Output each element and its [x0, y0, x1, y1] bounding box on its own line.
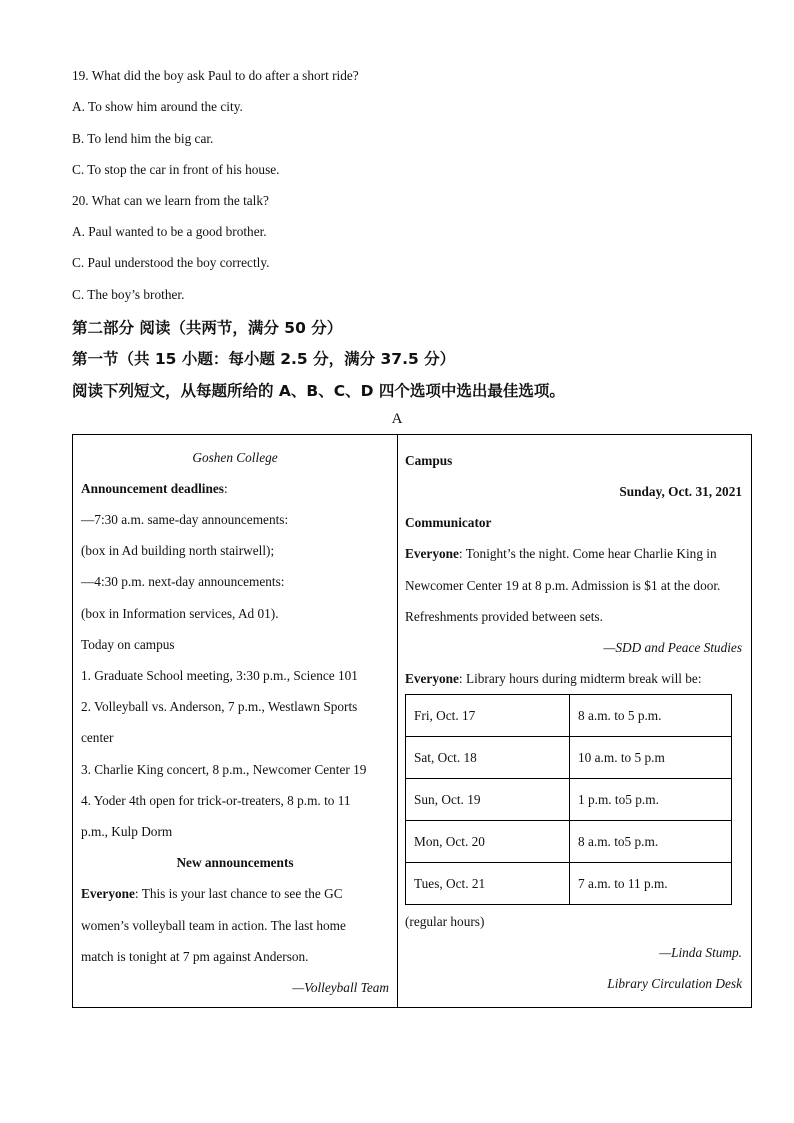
- day-cell: Tues, Oct. 21: [406, 863, 570, 905]
- deadlines-heading: Announcement deadlines:: [81, 481, 228, 496]
- deadline-1: —7:30 a.m. same-day announcements:: [81, 512, 289, 527]
- concert-announcement-line: Newcomer Center 19 at 8 p.m. Admission is $1 at the door.: [405, 578, 721, 593]
- communicator-heading: Communicator: [405, 515, 492, 530]
- hours-cell: 7 a.m. to 11 p.m.: [570, 863, 732, 905]
- library-signature-name: —Linda Stump.: [659, 945, 742, 960]
- table-row: [406, 695, 732, 737]
- deadline-2: —4:30 p.m. next-day announcements:: [81, 574, 285, 589]
- q20-stem: 20. What can we learn from the talk?: [72, 193, 269, 208]
- q19-option-c: C. To stop the car in front of his house.: [72, 162, 280, 177]
- q20-option-c2: C. The boy’s brother.: [72, 287, 185, 302]
- table-row: [406, 779, 732, 821]
- today-heading: Today on campus: [81, 637, 175, 652]
- instruction: 阅读下列短文，从每题所给的 A、B、C、D 四个选项中选出最佳选项。: [72, 382, 565, 400]
- concert-announcement-line: Refreshments provided between sets.: [405, 609, 603, 624]
- concert-announcement: Everyone: Tonight’s the night. Come hear Charlie King in: [405, 546, 717, 561]
- volleyball-announcement: Everyone: This is your last chance to see the GC: [81, 886, 343, 901]
- today-item: 2. Volleyball vs. Anderson, 7 p.m., Westlawn Sports: [81, 699, 358, 714]
- day-cell: Fri, Oct. 17: [406, 695, 570, 737]
- volleyball-announcement-line: match is tonight at 7 pm against Anderson.: [81, 949, 309, 964]
- q19-stem: 19. What did the boy ask Paul to do after a short ride?: [72, 68, 359, 83]
- today-item: 3. Charlie King concert, 8 p.m., Newcomer Center 19: [81, 762, 367, 777]
- announcement-box: [72, 434, 752, 1008]
- hours-cell: 10 a.m. to 5 p.m: [570, 737, 732, 779]
- hours-cell: 8 a.m. to5 p.m.: [570, 821, 732, 863]
- q19-option-a: A. To show him around the city.: [72, 99, 243, 114]
- concert-signature: —SDD and Peace Studies: [603, 640, 742, 655]
- section-heading: 第一节（共 15 小题：每小题 2.5 分，满分 37.5 分）: [72, 350, 456, 368]
- table-row: [406, 821, 732, 863]
- deadline-1-note: (box in Ad building north stairwell);: [81, 543, 275, 558]
- hours-cell: 8 a.m. to 5 p.m.: [570, 695, 732, 737]
- volleyball-announcement-line: women’s volleyball team in action. The last home: [81, 918, 346, 933]
- q20-option-c1: C. Paul understood the boy correctly.: [72, 255, 270, 270]
- today-item: 4. Yoder 4th open for trick-or-treaters, 8 p.m. to 11: [81, 793, 351, 808]
- today-item: p.m., Kulp Dorm: [81, 824, 173, 839]
- regular-hours-note: (regular hours): [405, 914, 485, 929]
- volleyball-signature: —Volleyball Team: [292, 980, 389, 995]
- day-cell: Sat, Oct. 18: [406, 737, 570, 779]
- library-announcement: Everyone: Library hours during midterm break will be:: [405, 671, 702, 686]
- table-row: [406, 863, 732, 905]
- column-divider: [397, 435, 398, 1007]
- college-name: Goshen College: [192, 450, 278, 465]
- hours-cell: 1 p.m. to5 p.m.: [570, 779, 732, 821]
- today-item: 1. Graduate School meeting, 3:30 p.m., Science 101: [81, 668, 358, 683]
- part-heading: 第二部分 阅读（共两节，满分 50 分）: [72, 319, 343, 337]
- passage-label: A: [391, 411, 403, 427]
- deadline-2-note: (box in Information services, Ad 01).: [81, 606, 279, 621]
- day-cell: Mon, Oct. 20: [406, 821, 570, 863]
- q19-option-b: B. To lend him the big car.: [72, 131, 214, 146]
- campus-heading: Campus: [405, 453, 453, 468]
- library-hours-table: [405, 694, 732, 905]
- q20-option-a: A. Paul wanted to be a good brother.: [72, 224, 267, 239]
- today-item: center: [81, 730, 114, 745]
- table-row: [406, 737, 732, 779]
- new-announcements-heading: New announcements: [176, 855, 294, 870]
- day-cell: Sun, Oct. 19: [406, 779, 570, 821]
- library-signature-desk: Library Circulation Desk: [607, 976, 742, 991]
- date: Sunday, Oct. 31, 2021: [619, 484, 742, 499]
